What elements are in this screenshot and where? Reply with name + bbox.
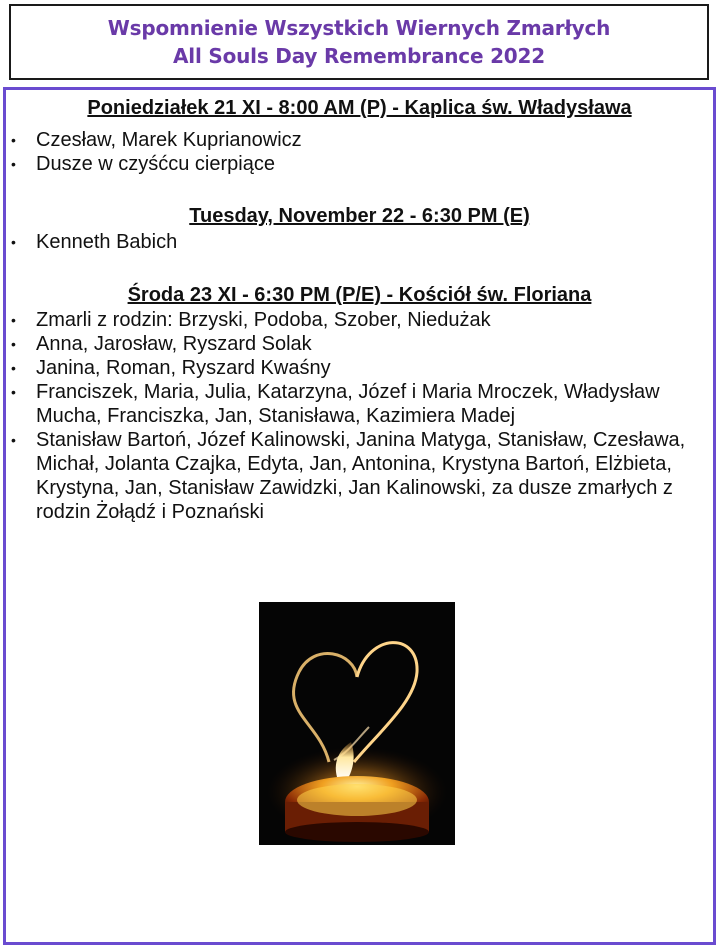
section-title: Poniedziałek 21 XI - 8:00 AM (P) - Kaplica św. Władysława [87, 97, 632, 119]
section-tuesday [6, 204, 713, 228]
candle-heart-image [259, 602, 455, 845]
intention-list [6, 230, 713, 254]
title-english: All Souls Day Remembrance 2022 [173, 44, 545, 68]
list-item: • Zmarli z rodzin: Brzyski, Podoba, Szober, Niedużak [6, 308, 713, 332]
list-item: • Dusze w czyśćcu cierpiące [6, 152, 713, 176]
list-item: • Janina, Roman, Ryszard Kwaśny [6, 356, 713, 380]
intention-list [6, 128, 713, 176]
intentions-panel [3, 87, 716, 945]
section-monday [6, 96, 713, 120]
intention-list [6, 308, 713, 524]
title-box [9, 4, 709, 80]
list-item: • Kenneth Babich [6, 230, 713, 254]
section-wednesday [6, 283, 713, 307]
section-title: Tuesday, November 22 - 6:30 PM (E) [189, 205, 530, 227]
list-item: • Anna, Jarosław, Ryszard Solak [6, 332, 713, 356]
candle-heart-icon [259, 602, 455, 845]
list-item: • Franciszek, Maria, Julia, Katarzyna, Józef i Maria Mroczek, Władysław Mucha, Franciszka, Jan, Stanisława, Kazimiera Madej [6, 380, 713, 428]
list-item: • Czesław, Marek Kuprianowicz [6, 128, 713, 152]
section-title: Środa 23 XI - 6:30 PM (P/E) - Kościół św. Floriana [127, 284, 592, 306]
list-item: • Stanisław Bartoń, Józef Kalinowski, Janina Matyga, Stanisław, Czesława, Michał, Jolanta Czajka, Edyta, Jan, Antonina, Krystyna Bartoń, Elżbieta, Krystyna, Jan, Stanisław Zawidzki, Jan Kalinowski, za dusze zmarłych z rodzin Żołądź i Poznański [6, 428, 713, 524]
title-polish: Wspomnienie Wszystkich Wiernych Zmarłych [107, 16, 611, 40]
